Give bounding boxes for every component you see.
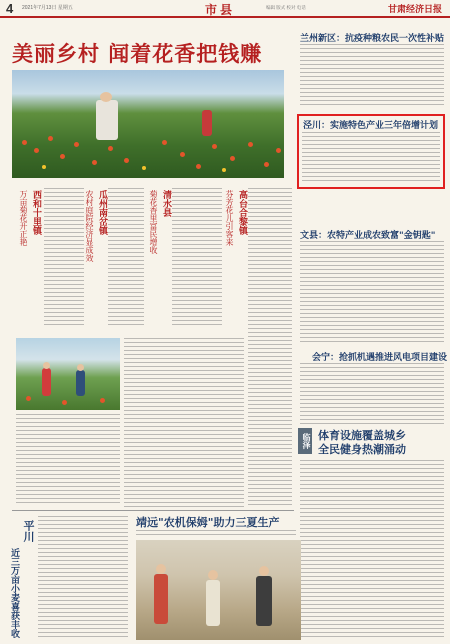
story-linze-body <box>300 460 444 638</box>
date-line: 2021年7月13日 星期五 <box>22 5 73 11</box>
section-title: 市县 <box>205 3 236 17</box>
story-linze-headline-2: 全民健身热潮涌动 <box>318 443 406 456</box>
subhead-gaotai-title: 高台合黎镇 <box>237 190 247 235</box>
story-pingchuan-sub: 近三万亩小麦喜获丰收 <box>9 548 19 638</box>
story-lanzhou-headline: 兰州新区：抗疫种粮农民一次性补贴 <box>300 34 445 44</box>
story-pingchuan-body <box>38 516 128 640</box>
body-text-under-photo <box>16 414 120 506</box>
subhead-xihe-title: 西和十里镇 <box>31 190 41 235</box>
story-pingchuan-title: 平川 <box>22 520 35 542</box>
main-headline: 美丽乡村 闻着花香把钱赚 <box>12 42 263 66</box>
body-text-continued <box>124 338 244 508</box>
page-number: 4 <box>6 1 14 16</box>
story-lanzhou-body <box>300 44 444 108</box>
subhead-xihe-sub: 万亩菊花开正艳 <box>19 190 28 246</box>
story-jingyuan-byline <box>136 530 296 538</box>
story-jingchuan-headline: 泾川：实施特色产业三年倍增计划 <box>303 121 439 131</box>
body-text-xihe <box>44 188 84 328</box>
header-meta: 编辑 版式 校对 电话 <box>266 5 306 10</box>
subhead-guazhou-title: 瓜州南岔镇 <box>97 190 107 235</box>
section-divider <box>12 510 294 511</box>
body-text-guazhou <box>108 188 144 328</box>
story-jingchuan-body <box>302 132 440 184</box>
body-text-qingshui <box>172 188 222 328</box>
story-wenxian-body <box>300 241 444 343</box>
story-wenxian-headline: 文县：农特产业成农致富"金钥匙" <box>300 231 436 241</box>
farm-machinery-photo <box>136 540 301 640</box>
story-huining-body <box>300 363 444 425</box>
subhead-guazhou-sub: 农村庭院经济显成效 <box>85 190 94 262</box>
location-tag: 临泽 <box>298 428 312 454</box>
story-linze-headline-1: 体育设施覆盖城乡 <box>318 429 406 442</box>
subhead-qingshui-title: 清水县 <box>161 190 171 217</box>
story-jingyuan-headline: 靖远"农机保姆"助力三夏生产 <box>136 516 280 529</box>
story-huining-headline: 会宁：抢抓机遇推进风电项目建设 <box>312 353 448 363</box>
garden-photo <box>16 338 120 410</box>
subhead-qingshui-sub: 菊花香里富民增收 <box>149 190 158 254</box>
body-text-gaotai <box>248 188 292 508</box>
subhead-gaotai-sub: 芬芳花儿引客来 <box>225 190 234 246</box>
flower-field-photo <box>12 70 284 178</box>
paper-name: 甘肃经济日报 <box>388 5 443 15</box>
